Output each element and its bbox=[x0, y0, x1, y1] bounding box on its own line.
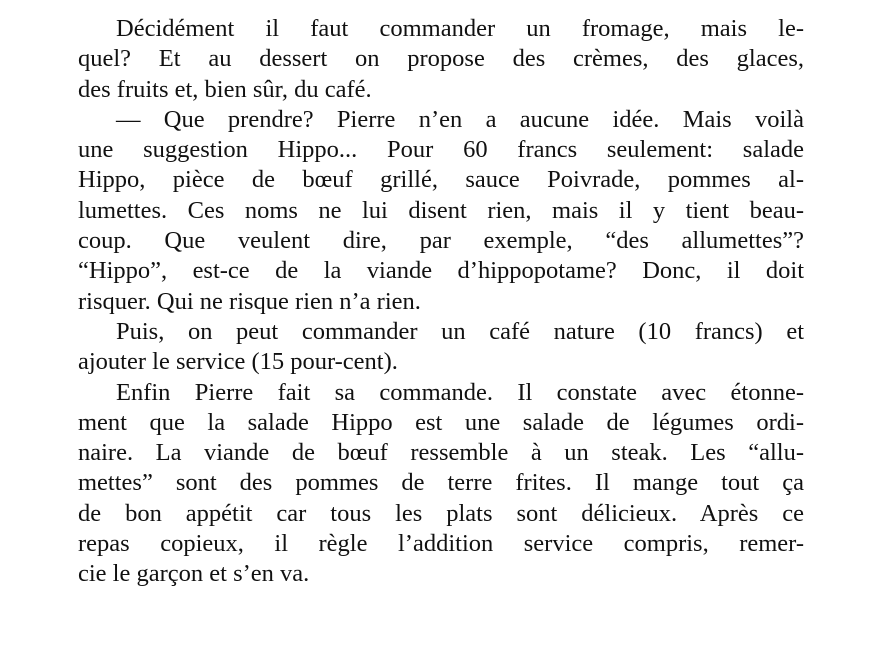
text-line: Enfin Pierre fait sa commande. Il constate avec étonne- bbox=[116, 378, 804, 406]
text-line: “Hippo”, est-ce de la viande d’hippopotame? Donc, il doit bbox=[78, 257, 804, 285]
text-line: cie le garçon et s’en va. bbox=[78, 560, 310, 588]
paragraph-1 bbox=[78, 14, 804, 105]
text-line: Décidément il faut commander un fromage, mais le- bbox=[116, 15, 804, 42]
text-line: quel? Et au dessert on propose des crèmes, des glaces, bbox=[78, 45, 804, 73]
text-line: Puis, on peut commander un café nature (10 francs) et bbox=[116, 317, 804, 345]
text-line: lumettes. Ces noms ne lui disent rien, mais il y tient beau- bbox=[78, 196, 804, 224]
text-line: Hippo, pièce de bœuf grillé, sauce Poivrade, pommes al- bbox=[78, 166, 804, 194]
text-line: une suggestion Hippo... Pour 60 francs seulement: salade bbox=[78, 136, 804, 164]
paragraph-4 bbox=[78, 378, 804, 590]
text-line: ment que la salade Hippo est une salade de légumes ordi- bbox=[78, 408, 804, 436]
text-line: risquer. Qui ne risque rien n’a rien. bbox=[78, 287, 421, 315]
text-line: coup. Que veulent dire, par exemple, “des allumettes”? bbox=[78, 227, 804, 255]
text-line: naire. La viande de bœuf ressemble à un steak. Les “allu- bbox=[78, 439, 804, 467]
text-line: des fruits et, bien sûr, du café. bbox=[78, 75, 372, 103]
text-line: repas copieux, il règle l’addition service compris, remer- bbox=[78, 530, 804, 558]
text-line: ajouter le service (15 pour-cent). bbox=[78, 348, 398, 376]
text-line: — Que prendre? Pierre n’en a aucune idée. Mais voilà bbox=[116, 105, 804, 133]
paragraph-3 bbox=[78, 317, 804, 378]
text-line: mettes” sont des pommes de terre frites. Il mange tout ça bbox=[78, 469, 804, 497]
document-page bbox=[78, 14, 804, 590]
text-line: de bon appétit car tous les plats sont délicieux. Après ce bbox=[78, 499, 804, 527]
paragraph-2 bbox=[78, 105, 804, 317]
